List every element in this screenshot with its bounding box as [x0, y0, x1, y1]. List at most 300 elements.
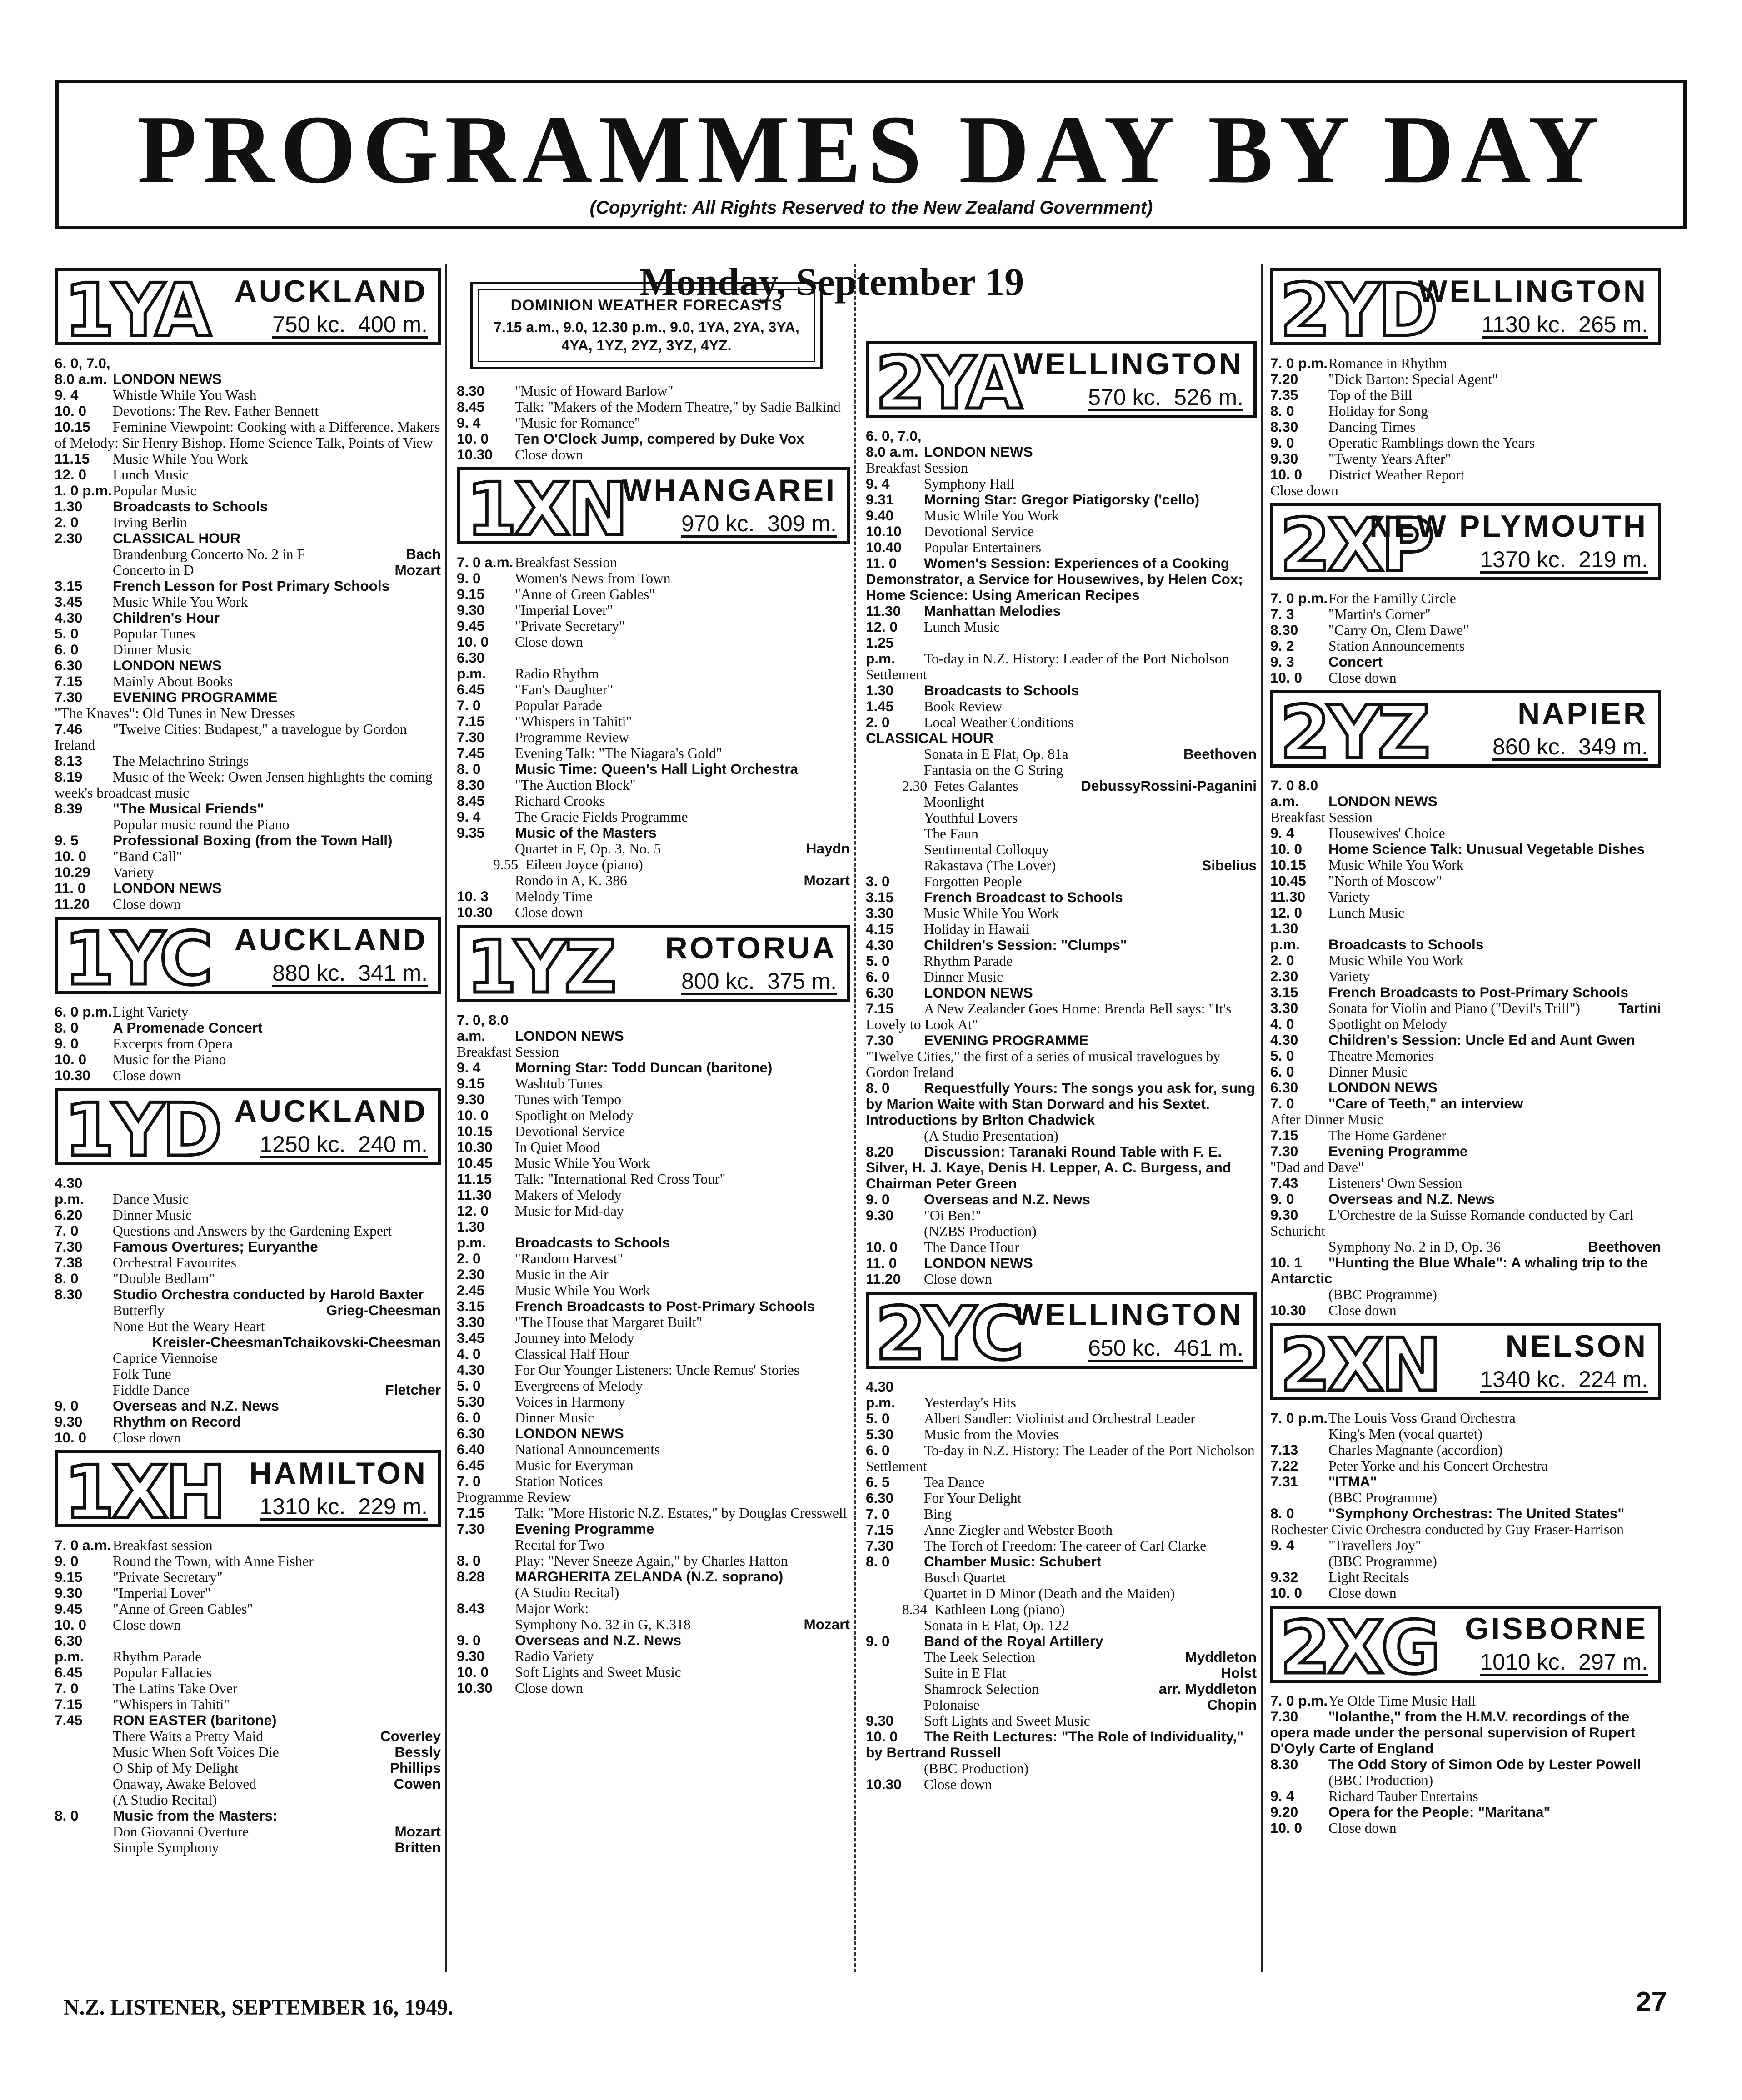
- programme-entry: [457, 1664, 850, 1680]
- programme-time: 11. 0: [866, 555, 897, 571]
- programme-title: CLASSICAL HOUR: [113, 530, 241, 546]
- programme-title: Broadcasts to Schools: [924, 682, 1079, 698]
- programme-time: 8.30: [1270, 419, 1298, 435]
- programme-title: "Anne of Green Gables": [515, 586, 655, 602]
- programme-time: 2.30: [457, 1266, 485, 1282]
- programme-time: 7.30: [1270, 1708, 1298, 1725]
- programme-title: Broadcasts to Schools: [113, 498, 268, 514]
- programme-time: 9. 0: [55, 1553, 79, 1569]
- programme-title: Makers of Melody: [515, 1187, 622, 1203]
- programme-entry: [55, 801, 441, 817]
- programme-entry: [55, 403, 441, 419]
- programme-title: Close down: [515, 447, 583, 463]
- programme-time: 7. 0: [55, 1680, 79, 1696]
- programme-title: Music While You Work: [1328, 857, 1464, 873]
- programme-entry: [55, 1617, 441, 1633]
- station-header: [55, 268, 441, 353]
- programme-entry: [1270, 889, 1661, 905]
- programme-time: 4. 0: [457, 1346, 481, 1362]
- programme-entry: [866, 1080, 1257, 1128]
- programme-time: 6.30: [866, 1490, 894, 1506]
- programme-time: 5. 0: [1270, 1048, 1294, 1064]
- station-wavelength: 229 m.: [358, 1494, 428, 1519]
- programme-title: Music of the Masters: [515, 824, 657, 841]
- programme-title: LONDON NEWS: [515, 1028, 624, 1044]
- station-1yd: [55, 1088, 441, 1446]
- station-kc: 650 kc.: [1088, 1335, 1162, 1361]
- programme-title: Music While You Work: [924, 508, 1059, 524]
- programme-time: 7.30: [1270, 1143, 1298, 1159]
- programme-entry: [1270, 1143, 1661, 1159]
- programme-title: Fetes Galantes: [934, 778, 1018, 794]
- programme-entry: [1270, 1772, 1661, 1788]
- programme-title: Symphony No. 32 in G, K.318: [515, 1616, 691, 1632]
- programme-title: Spotlight on Melody: [515, 1107, 634, 1123]
- programme-title: "Anne of Green Gables": [113, 1601, 253, 1617]
- programme-time: 7. 0: [55, 1222, 79, 1239]
- programme-title: Soft Lights and Sweet Music: [515, 1664, 681, 1680]
- programme-time: 10.30: [457, 904, 493, 920]
- programme-time: 9. 4: [457, 1059, 481, 1076]
- programme-time: 6.30 p.m.: [457, 649, 486, 682]
- programme-time: 10. 3: [457, 888, 489, 904]
- programme-entry: [55, 514, 441, 530]
- station-kc: 570 kc.: [1088, 384, 1162, 410]
- programme-entry: [866, 937, 1257, 953]
- programme-time: 4.15: [866, 921, 894, 937]
- station-city: WHANGAREI: [622, 473, 837, 508]
- programme-entry: [1270, 1553, 1661, 1569]
- programme-entry: [866, 555, 1257, 603]
- programme-entry: [55, 1760, 441, 1776]
- composer: Holst: [1221, 1665, 1257, 1681]
- programme-time: 8.45: [457, 399, 485, 415]
- programme-entry: [457, 1537, 850, 1553]
- programme-title: "Travellers Joy": [1328, 1537, 1421, 1553]
- programme-time: 9.35: [457, 824, 485, 841]
- station-call-sign: 2XP: [1280, 503, 1432, 588]
- programme-entry: [1270, 654, 1661, 670]
- column-divider: [445, 264, 447, 1972]
- programme-title: Play: "Never Sneeze Again," by Charles Hatton: [515, 1553, 788, 1569]
- programme-title: Symphony Hall: [924, 476, 1014, 492]
- programme-entry: [1270, 1207, 1661, 1239]
- programme-time: 11. 0: [866, 1255, 897, 1271]
- station-city: WELLINGTON: [1013, 347, 1243, 381]
- programme-title: Popular Tunes: [113, 626, 195, 642]
- programme-time: 10.29: [55, 864, 90, 880]
- programme-time: 7.15: [457, 713, 485, 729]
- programme-entry: [457, 383, 850, 399]
- programme-entry: [1270, 590, 1661, 606]
- programme-title: "Random Harvest": [515, 1251, 624, 1267]
- station-header: [1270, 1322, 1661, 1407]
- programme-entry: [457, 634, 850, 650]
- station-header: [1270, 503, 1661, 588]
- programme-time: 7.22: [1270, 1457, 1298, 1474]
- programme-title: Book Review: [924, 698, 1003, 714]
- programme-entry: [1270, 778, 1661, 809]
- programme-entry: [866, 746, 1257, 762]
- programme-entry: [457, 682, 850, 698]
- programme-title: Professional Boxing (from the Town Hall): [113, 832, 393, 848]
- programme-entry: [1270, 1112, 1661, 1127]
- programme-entry: [866, 1617, 1257, 1633]
- programme-title: Washtub Tunes: [515, 1076, 603, 1092]
- programme-time: 10. 0: [55, 1051, 87, 1067]
- programme-time: 5. 0: [866, 953, 890, 969]
- programme-title: "Dick Barton: Special Agent": [1328, 371, 1498, 387]
- programme-time: 2.30: [902, 778, 928, 794]
- station-wavelength: 400 m.: [358, 312, 428, 337]
- programme-entry: [55, 562, 441, 578]
- programme-title: Morning Star: Todd Duncan (baritone): [515, 1059, 773, 1076]
- programme-title: Questions and Answers by the Gardening Expert: [113, 1223, 392, 1239]
- programme-title: LONDON NEWS: [1328, 793, 1438, 809]
- programme-time: 9.40: [866, 507, 894, 524]
- programme-entry: [866, 1001, 1257, 1033]
- programme-entry: [55, 578, 441, 594]
- programme-title: For Our Younger Listeners: Uncle Remus' Stories: [515, 1362, 800, 1378]
- programme-title: The Faun: [924, 826, 978, 842]
- programme-title: Children's Hour: [113, 609, 220, 626]
- programme-entry: [457, 1171, 850, 1187]
- programme-title: Peter Yorke and his Concert Orchestra: [1328, 1458, 1548, 1474]
- programme-time: 6. 0: [866, 1442, 890, 1458]
- station-frequency: [1480, 1368, 1648, 1391]
- programme-entry: [866, 1033, 1257, 1048]
- programme-entry: [55, 499, 441, 514]
- programme-time: 10. 0: [457, 1107, 489, 1123]
- station-2ya: [866, 341, 1257, 1287]
- station-call-sign: 1XN: [466, 467, 626, 552]
- programme-entry: [1270, 1255, 1661, 1287]
- programme-title: (BBC Programme): [1328, 1490, 1437, 1506]
- station-city: AUCKLAND: [234, 274, 428, 309]
- programme-title: Music While You Work: [113, 451, 248, 467]
- composer: Chopin: [1207, 1696, 1257, 1713]
- programme-entry: [457, 729, 850, 745]
- programme-time: 6.40: [457, 1441, 485, 1457]
- programme-time: 7. 0 p.m.: [1270, 590, 1328, 606]
- programme-time: 11.15: [55, 450, 90, 467]
- programme-title: Top of the Bill: [1328, 387, 1413, 403]
- programme-title: Music of the Week: Owen Jensen highlights the coming week's broadcast music: [55, 769, 433, 801]
- programme-entry: [55, 848, 441, 864]
- programme-title: (BBC Programme): [1328, 1287, 1437, 1302]
- programme-entry: [457, 698, 850, 713]
- programme-time: 7.15: [55, 1696, 83, 1712]
- programme-time: 2. 0: [457, 1250, 481, 1267]
- programme-entry: [457, 1267, 850, 1282]
- programme-entry: [55, 1824, 441, 1840]
- station-1yc: [55, 917, 441, 1083]
- programme-entry: [866, 969, 1257, 985]
- programme-entry: [55, 1808, 441, 1824]
- programme-time: 11.20: [55, 896, 90, 912]
- programme-entry: [55, 833, 441, 848]
- station-header: [457, 924, 850, 1009]
- programme-time: 9. 4: [1270, 1537, 1294, 1553]
- programme-title: The Home Gardener: [1328, 1127, 1446, 1143]
- programme-title: Music for Mid-day: [515, 1203, 624, 1219]
- station-frequency: [1482, 313, 1648, 336]
- station-kc: 750 kc.: [272, 312, 346, 337]
- programme-time: 7. 0: [457, 1473, 481, 1489]
- programme-time: 9.55: [493, 857, 519, 873]
- programme-title: There Waits a Pretty Maid: [113, 1728, 264, 1744]
- programme-entry: [457, 1680, 850, 1696]
- composer: Debussy: [1081, 778, 1141, 794]
- programme-time: 3.45: [55, 594, 83, 610]
- programme-entry: [866, 810, 1257, 826]
- programme-title: EVENING PROGRAMME: [113, 689, 278, 705]
- programme-title: Programme Review: [515, 729, 629, 745]
- programme-entry: [55, 1020, 441, 1036]
- programme-entry: [55, 673, 441, 689]
- programme-entry: [866, 1554, 1257, 1570]
- programme-entry: [1270, 1756, 1661, 1772]
- programme-entry: [866, 1427, 1257, 1442]
- programme-time: 6.45: [457, 681, 485, 698]
- composer: Bach: [405, 546, 441, 562]
- programme-time: 7.15: [55, 673, 83, 689]
- programme-entry: [1270, 467, 1661, 483]
- composer: Coverley: [380, 1728, 441, 1744]
- programme-title: Close down: [924, 1271, 992, 1287]
- programme-time: 10.30: [866, 1776, 902, 1792]
- programme-title: Close down: [1328, 670, 1397, 686]
- station-city: AUCKLAND: [234, 923, 428, 957]
- composer: Haydn: [806, 840, 850, 857]
- programme-time: 9. 2: [1270, 638, 1294, 654]
- programme-time: 10. 0: [1270, 1585, 1303, 1601]
- programme-title: Overseas and N.Z. News: [924, 1191, 1090, 1207]
- frequency-underline: [260, 1156, 428, 1158]
- programme-time: 11.30: [457, 1187, 492, 1203]
- programme-entry: [866, 508, 1257, 524]
- programme-entry: [866, 1223, 1257, 1239]
- programme-title: "Band Call": [113, 848, 182, 864]
- programme-time: 9. 4: [1270, 825, 1294, 841]
- programme-entry: [55, 1223, 441, 1239]
- programme-entry: [457, 745, 850, 761]
- programme-title: Music While You Work: [924, 905, 1059, 921]
- programme-entry: [1270, 921, 1661, 953]
- programme-title: Music from the Movies: [924, 1427, 1059, 1442]
- programme-entry: [866, 1586, 1257, 1601]
- programme-title: Shamrock Selection: [924, 1681, 1039, 1697]
- programme-time: 3.15: [866, 889, 894, 905]
- programme-title: "The Musical Friends": [113, 800, 264, 817]
- programme-entry: [457, 1219, 850, 1251]
- station-wavelength: 224 m.: [1578, 1367, 1648, 1392]
- programme-entry: [457, 793, 850, 809]
- programme-entry: [457, 447, 850, 463]
- programme-entry: [55, 1052, 441, 1067]
- programme-entry: [866, 1633, 1257, 1649]
- programme-entry: [1270, 1474, 1661, 1490]
- programme-entry: [1270, 1191, 1661, 1207]
- programme-title: Holiday for Song: [1328, 403, 1428, 419]
- programme-title: LONDON NEWS: [113, 880, 222, 896]
- programme-title: Sonata for Violin and Piano ("Devil's Trill"): [1328, 1000, 1580, 1016]
- programme-time: 4.30: [457, 1362, 485, 1378]
- programme-time: 8.45: [457, 793, 485, 809]
- programme-title: Onaway, Awake Beloved: [113, 1776, 257, 1792]
- frequency-underline: [1088, 409, 1243, 411]
- programme-time: 5.30: [457, 1393, 485, 1410]
- programme-entry: [55, 419, 441, 451]
- programme-title: CLASSICAL HOUR: [866, 730, 994, 746]
- programme-entry: [866, 985, 1257, 1001]
- station-kc: 1370 kc.: [1480, 547, 1566, 572]
- programme-time: 7.46: [55, 721, 83, 737]
- programme-entry: [55, 1792, 441, 1808]
- station-frequency: [681, 512, 837, 535]
- programme-title: Yesterday's Hits: [924, 1395, 1016, 1411]
- programme-entry: [457, 1282, 850, 1298]
- programme-entry: [55, 1239, 441, 1255]
- programme-entry: [1270, 873, 1661, 889]
- programme-entry: [1270, 622, 1661, 638]
- composer: Beethoven: [1183, 746, 1257, 762]
- programme-time: 11.30: [866, 603, 901, 619]
- programme-time: 9.15: [55, 1569, 83, 1585]
- programme-title: (NZBS Production): [924, 1223, 1037, 1239]
- programme-entry: [55, 705, 441, 721]
- programme-title: Recital for Two: [515, 1537, 604, 1553]
- programme-title: The Melachrino Strings: [113, 753, 249, 769]
- programme-time: 6.30: [1270, 1079, 1298, 1096]
- programme-entry: [457, 1616, 850, 1632]
- programme-title: The Louis Voss Grand Orchestra: [1328, 1410, 1516, 1426]
- programme-entry: [866, 762, 1257, 778]
- programme-entry: [1270, 1709, 1661, 1756]
- programme-title: LONDON NEWS: [1328, 1079, 1438, 1096]
- frequency-underline: [272, 985, 428, 987]
- programme-time: 10.45: [1270, 873, 1306, 889]
- programme-entry: [457, 399, 850, 415]
- composer: Rossini-Paganini: [1140, 778, 1257, 794]
- station-frequency: [260, 1133, 428, 1156]
- programme-title: Band of the Royal Artillery: [924, 1633, 1103, 1649]
- programme-title: "Music of Howard Barlow": [515, 383, 674, 399]
- programme-entry: [457, 1139, 850, 1155]
- programme-title: Popular music round the Piano: [113, 817, 290, 833]
- frequency-underline: [681, 993, 837, 995]
- station-wavelength: 297 m.: [1578, 1649, 1648, 1675]
- programme-time: 3.15: [1270, 984, 1298, 1000]
- station-1ya-continued: [457, 383, 850, 463]
- programme-time: 7.31: [1270, 1473, 1298, 1490]
- programme-title: District Weather Report: [1328, 467, 1465, 483]
- programme-entry: [1270, 1080, 1661, 1096]
- programme-title: Orchestral Favourites: [113, 1255, 237, 1271]
- programme-entry: [457, 1585, 850, 1601]
- programme-entry: [866, 1192, 1257, 1207]
- programme-entry: [1270, 355, 1661, 371]
- programme-entry: [866, 1144, 1257, 1192]
- programme-time: 10. 0: [457, 633, 489, 650]
- station-city: AUCKLAND: [234, 1094, 428, 1128]
- programme-entry: [457, 888, 850, 904]
- programme-entry: [457, 1457, 850, 1473]
- programme-entry: [1270, 1804, 1661, 1820]
- programme-entry: [866, 492, 1257, 508]
- programme-entry: [457, 1378, 850, 1394]
- programme-time: 2.30: [1270, 968, 1298, 984]
- programme-title: Music While You Work: [515, 1155, 650, 1171]
- programme-time: 9.45: [55, 1601, 83, 1617]
- station-city: GISBORNE: [1465, 1611, 1648, 1646]
- programme-entry: [457, 841, 850, 857]
- column-divider: [1261, 264, 1263, 1972]
- programme-title: Dinner Music: [924, 969, 1003, 985]
- programme-entry: [1270, 1127, 1661, 1143]
- programme-entry: [457, 1553, 850, 1569]
- programme-entry: [55, 1271, 441, 1287]
- programme-title: "The Auction Block": [515, 777, 636, 793]
- programme-entry: [1270, 1302, 1661, 1318]
- programme-time: 10.30: [55, 1067, 90, 1083]
- station-city: ROTORUA: [665, 931, 837, 965]
- programme-title: (A Studio Presentation): [924, 1128, 1058, 1144]
- programme-time: 9.30: [866, 1207, 894, 1223]
- programme-title: (A Studio Recital): [515, 1585, 619, 1601]
- programme-entry: [457, 1298, 850, 1314]
- programme-time: 9.30: [55, 1413, 83, 1430]
- programme-title: Close down: [113, 1067, 181, 1083]
- programme-title: Rhythm Parade: [113, 1649, 202, 1665]
- programme-title: Close down: [113, 1430, 181, 1446]
- programme-entry: [55, 467, 441, 483]
- programme-title: Studio Orchestra conducted by Harold Baxter: [113, 1286, 424, 1302]
- programme-time: 4.30 p.m.: [55, 1175, 84, 1207]
- programme-title: The Odd Story of Simon Ode by Lester Powell: [1328, 1756, 1641, 1772]
- programme-title: None But the Weary Heart: [113, 1318, 265, 1334]
- programme-entry: [55, 594, 441, 610]
- programme-title: Charles Magnante (accordion): [1328, 1442, 1503, 1458]
- programme-time: 9.31: [866, 491, 894, 508]
- programme-time: 10. 0: [866, 1239, 898, 1255]
- station-1yz: [457, 925, 850, 1696]
- programme-title: Brandenburg Concerto No. 2 in F: [113, 546, 305, 562]
- programme-time: 3.30: [1270, 1000, 1298, 1016]
- programme-entry: [55, 1585, 441, 1601]
- programme-title: Dinner Music: [515, 1410, 594, 1426]
- programme-entry: [55, 689, 441, 705]
- programme-title: Soft Lights and Sweet Music: [924, 1713, 1090, 1729]
- programme-entry: [1270, 1458, 1661, 1474]
- station-kc: 880 kc.: [272, 960, 346, 986]
- programme-entry: [55, 1840, 441, 1856]
- programme-entry: [866, 1048, 1257, 1080]
- programme-title: Concerto in D: [113, 562, 194, 578]
- programme-title: Broadcasts to Schools: [1328, 936, 1484, 953]
- programme-entry: [1270, 968, 1661, 984]
- programme-title: Music While You Work: [113, 594, 248, 610]
- programme-entry: [55, 387, 441, 403]
- programme-time: 7.30: [55, 1238, 83, 1255]
- programme-title: (A Studio Recital): [113, 1792, 217, 1808]
- programme-entry: [55, 530, 441, 546]
- programme-time: 8.20: [866, 1143, 894, 1160]
- programme-time: 9. 4: [866, 475, 890, 492]
- programme-title: French Lesson for Post Primary Schools: [113, 578, 390, 594]
- programme-title: Music from the Masters:: [113, 1807, 278, 1824]
- programme-time: 10.45: [457, 1155, 493, 1171]
